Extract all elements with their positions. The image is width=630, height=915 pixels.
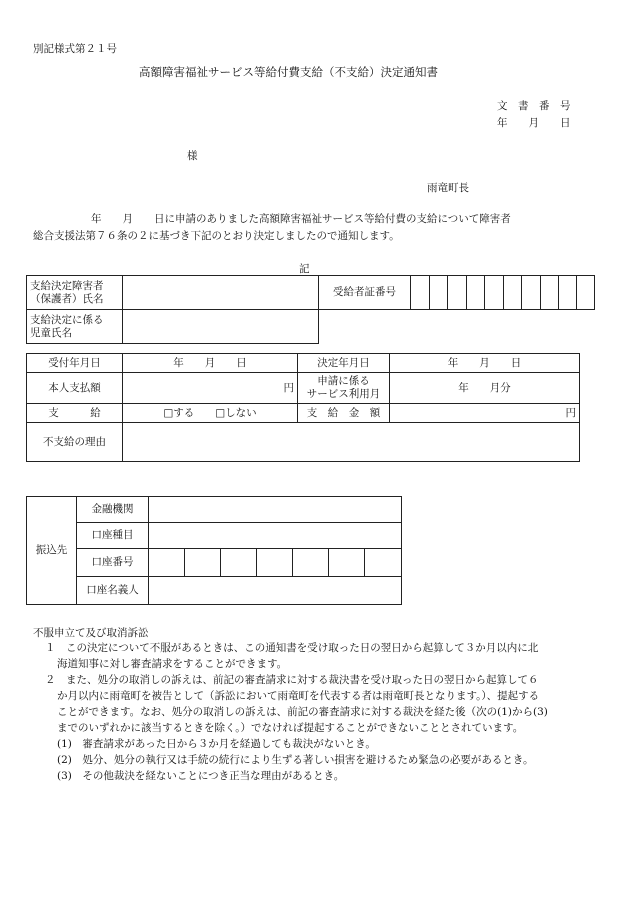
account-type-label: 口座種目 <box>77 523 149 549</box>
account-digit[interactable] <box>365 549 402 577</box>
document-title: 高額障害福祉サービス等給付費支給（不支給）決定通知書 <box>139 65 438 79</box>
transfer-table <box>26 496 402 605</box>
self-pay-value[interactable]: 円 <box>123 373 298 404</box>
cert-digit[interactable] <box>522 276 541 310</box>
pay-yes-checkbox[interactable]: □する <box>163 406 195 419</box>
bank-label: 金融機関 <box>77 497 149 523</box>
self-pay-label: 本人支払額 <box>27 373 123 404</box>
account-number-label: 口座番号 <box>77 549 149 577</box>
account-holder-label: 口座名義人 <box>77 577 149 605</box>
notice-item-2-line-4: までのいずれかに該当するときを除く。）でなければ提起することができないこととされています。 <box>57 722 524 734</box>
notice-item-1-line-2: 海道知事に対し審査請求をすることができます。 <box>57 658 288 670</box>
cert-digit[interactable] <box>448 276 467 310</box>
payment-options <box>123 404 298 423</box>
intro-line-1: 年 月 日に申請のありました高額障害福祉サービス等給付費の支給について障害者 <box>91 213 511 225</box>
decision-table <box>26 353 580 462</box>
child-name-field[interactable] <box>123 310 319 344</box>
receipt-date-label: 受付年月日 <box>27 354 123 373</box>
cert-digit[interactable] <box>559 276 577 310</box>
service-month-value[interactable]: 年 月分 <box>390 373 580 404</box>
notice-sub-3: (3) その他裁決を経ないことにつき正当な理由があるとき。 <box>57 770 345 782</box>
cert-digit[interactable] <box>541 276 559 310</box>
child-name-label: 支給決定に係る 児童氏名 <box>27 310 123 344</box>
notice-sub-2: (2) 処分、処分の執行又は手続の続行により生ずる著しい損害を避けるため緊急の必要があるとき。 <box>57 754 534 766</box>
service-month-label: 申請に係る サービス利用月 <box>298 373 390 404</box>
recipient-name-field[interactable] <box>123 276 319 310</box>
notice-item-2-line-1: ２ また、処分の取消しの訴えは、前記の審査請求に対する裁決書を受け取った日の翌日から起算して６ <box>45 674 539 686</box>
account-digit[interactable] <box>293 549 329 577</box>
reason-field[interactable] <box>123 423 580 462</box>
notice-item-2-line-3: ことができます。なお、処分の取消しの訴えは、前記の審査請求に対する裁決を経た後（次の(1)から(3) <box>57 706 548 718</box>
decision-date-label: 決定年月日 <box>298 354 390 373</box>
recipient-suffix: 様 <box>187 150 198 162</box>
cert-digit[interactable] <box>577 276 595 310</box>
issuer: 雨竜町長 <box>427 182 469 194</box>
account-holder-field[interactable] <box>149 577 402 605</box>
cert-digit[interactable] <box>411 276 430 310</box>
account-digit[interactable] <box>149 549 185 577</box>
transfer-label: 振込先 <box>27 497 77 605</box>
date-label: 年 月 日 <box>497 117 571 129</box>
notice-heading: 不服申立て及び取消訴訟 <box>33 627 149 639</box>
ki-label: 記 <box>299 263 310 275</box>
receipt-date-value[interactable]: 年 月 日 <box>123 354 298 373</box>
certificate-number-label: 受給者証番号 <box>319 276 411 310</box>
notice-item-2-line-2: か月以内に雨竜町を被告として（訴訟において雨竜町を代表する者は雨竜町長となります。）、提起する <box>57 690 540 702</box>
cert-digit[interactable] <box>504 276 522 310</box>
bank-field[interactable] <box>149 497 402 523</box>
account-digit[interactable] <box>329 549 365 577</box>
account-digit[interactable] <box>185 549 221 577</box>
pay-no-checkbox[interactable]: □しない <box>215 406 257 419</box>
amount-label: 支 給 金 額 <box>298 404 390 423</box>
doc-number-label: 文 書 番 号 <box>497 100 571 112</box>
intro-line-2: 総合支援法第７６条の２に基づき下記のとおり決定しましたので通知します。 <box>33 230 400 242</box>
payment-label: 支 給 <box>27 404 123 423</box>
applicant-table <box>26 275 595 344</box>
form-number: 別記様式第２１号 <box>33 43 117 55</box>
amount-value[interactable]: 円 <box>390 404 580 423</box>
account-digit[interactable] <box>257 549 293 577</box>
decision-date-value[interactable]: 年 月 日 <box>390 354 580 373</box>
cert-digit[interactable] <box>485 276 504 310</box>
notice-item-1-line-1: １ この決定について不服があるときは、この通知書を受け取った日の翌日から起算して３か月以内に北 <box>45 642 539 654</box>
account-type-field[interactable] <box>149 523 402 549</box>
reason-label: 不支給の理由 <box>27 423 123 462</box>
cert-digit[interactable] <box>467 276 485 310</box>
recipient-name-label: 支給決定障害者 （保護者）氏名 <box>27 276 123 310</box>
notice-sub-1: (1) 審査請求があった日から３か月を経過しても裁決がないとき。 <box>57 738 376 750</box>
account-digit[interactable] <box>221 549 257 577</box>
cert-digit[interactable] <box>430 276 448 310</box>
